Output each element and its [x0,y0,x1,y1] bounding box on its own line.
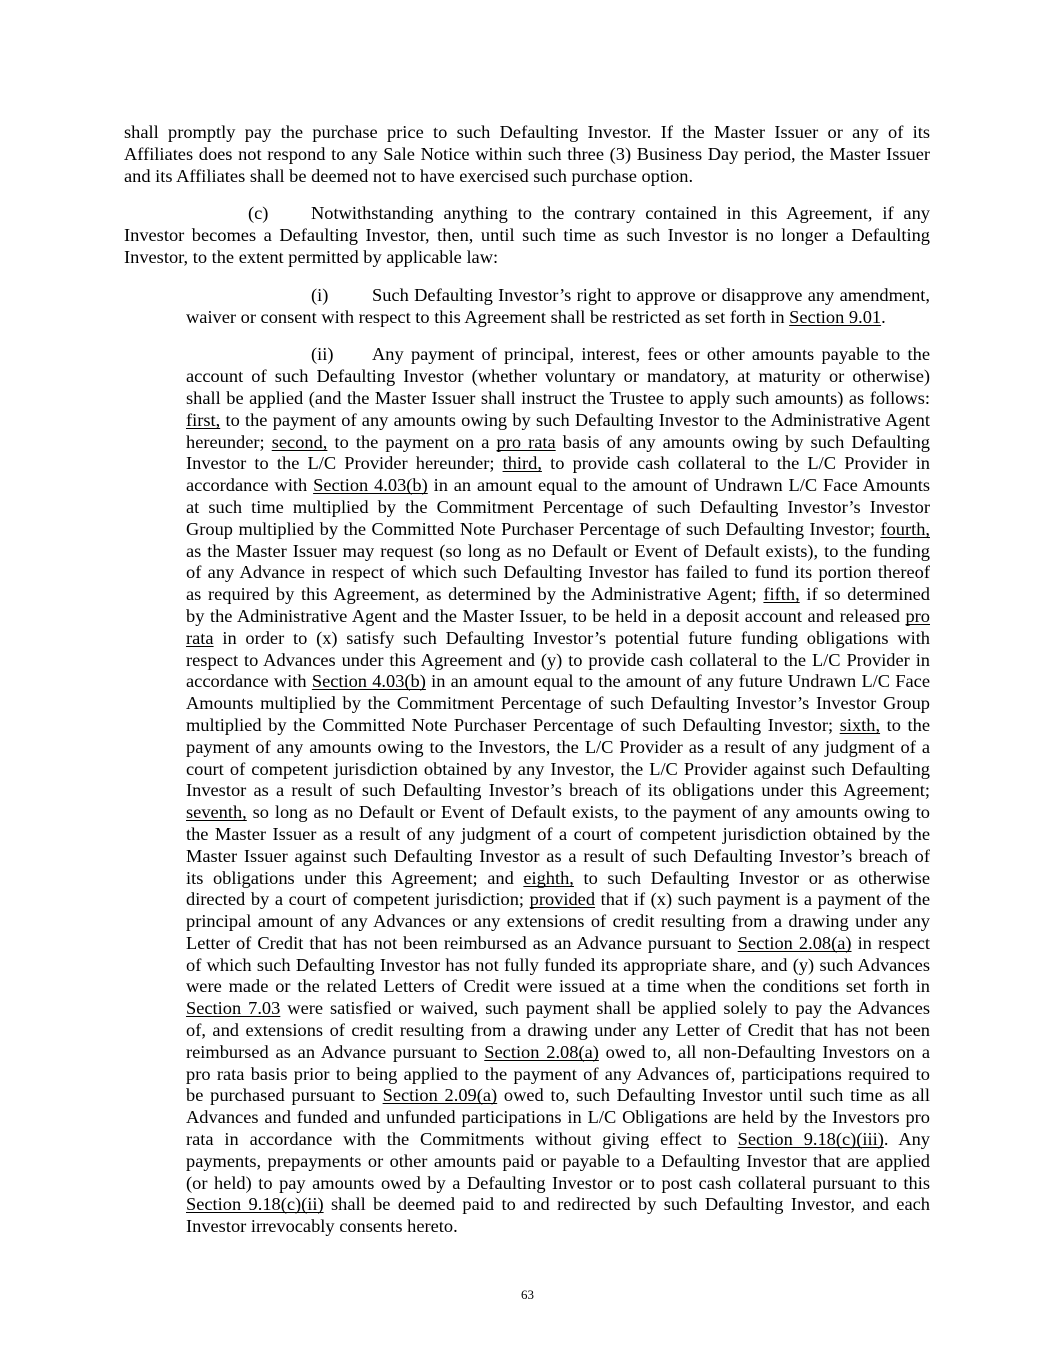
text-line [186,475,930,497]
paragraph-c-ii [186,344,930,1238]
text-run: court of competent jurisdiction obtained by any Investor, the L/C Provider against such Defaulting [186,758,930,779]
paragraph-c [124,203,930,268]
text-line [186,911,930,933]
text-line [186,606,930,628]
section-reference: Section 9.18(c)(iii) [737,1129,884,1150]
text-run: . Any [883,1129,930,1150]
text-line [186,1216,930,1238]
text-line [186,541,930,563]
text-line [186,976,930,998]
text-run: of, and extensions of credit resulting from a drawing under any Letter of Credit that has not been [186,1020,930,1041]
paragraph-label: (ii) [311,344,334,365]
section-reference: Section 4.03(b) [313,475,428,496]
text-line [186,1064,930,1086]
text-run: in an amount equal to the amount of Undrawn L/C Face Amounts [427,475,931,496]
text-line [186,497,930,519]
text-line [186,344,930,366]
underlined-term: second, [271,431,328,452]
text-line [186,519,930,541]
text-line [186,285,930,307]
text-line [124,203,930,225]
text-line [186,1151,930,1173]
text-line [124,225,930,247]
text-line [186,1173,930,1195]
paragraph-c-i [186,285,930,329]
underlined-term: pro [905,605,930,626]
text-line [186,650,930,672]
text-run: of any Advance in respect of which such Defaulting Investor has failed to fund its portion thereof [186,562,930,583]
text-run: accordance with [186,671,312,692]
text-run: reimbursed as an Advance pursuant to [186,1041,485,1062]
paragraph-continuation [124,122,930,187]
text-line [186,737,930,759]
text-run: Notwithstanding anything to the contrary contained in this Agreement, if any [311,203,930,224]
text-line [186,1129,930,1151]
text-run: Group multiplied by the Committed Note Purchaser Percentage of such Defaulting Investor; [186,518,881,539]
text-run: as the Master Issuer may request (so long as no Default or Event of Default exists), to the funding [186,540,930,561]
text-run: Any payment of principal, interest, fees or other amounts payable to the [372,344,930,365]
text-run: respect to Advances under this Agreement and (y) to provide cash collateral to the L/C Provider in [186,649,930,670]
text-line [186,802,930,824]
text-run: Master Issuer against such Defaulting Investor as a result of such Defaulting Investor’s breach of [186,845,930,866]
section-reference: Section 7.03 [186,998,281,1019]
text-run: Affiliates does not respond to any Sale Notice within such three (3) Business Day period, the Master Issuer [124,143,930,164]
text-line [186,628,930,650]
page-number: 63 [521,1287,534,1302]
text-line [186,453,930,475]
text-run: to the [880,714,931,735]
underlined-term: first, [186,409,221,430]
paragraph-label: (c) [248,203,269,224]
text-run: if so determined [799,584,930,605]
text-line [186,715,930,737]
underlined-term: eighth, [523,867,574,888]
text-run: Advances and funded and unfunded participations in L/C Obligations are held by the Investors pro [186,1107,930,1128]
document-body [0,122,1055,1254]
text-run: Investor becomes a Defaulting Investor, then, until such time as such Investor is no longer a Defaulting [124,225,930,246]
text-line [124,166,930,188]
text-run: owed to, all non-Defaulting Investors on a [598,1041,930,1062]
text-run: pro rata basis prior to being applied to the payment of any Advances of, participations required to [186,1063,930,1084]
text-run: multiplied by the Committed Note Purchaser Percentage of such Defaulting Investor; [186,714,840,735]
text-run: in an amount equal to the amount of any future Undrawn L/C Face [425,671,931,692]
text-line [186,998,930,1020]
underlined-term: sixth, [839,714,881,735]
text-run: as required by this Agreement, as determined by the Administrative Agent; [186,584,764,605]
section-reference: Section 4.03(b) [311,671,426,692]
underlined-term: rata [186,627,214,648]
text-run: to provide cash collateral to the L/C Provider in [541,453,930,474]
underlined-term: pro rata [496,431,556,452]
text-line [186,868,930,890]
text-line [186,780,930,802]
text-run: at such time multiplied by the Commitment Percentage of such Defaulting Investor’s Investor [186,496,930,517]
section-reference: Section 2.09(a) [382,1085,498,1106]
text-run: be purchased pursuant to [186,1085,383,1106]
text-run: and its Affiliates shall be deemed not to have exercised such purchase option. [124,165,694,186]
text-run: payments, prepayments or other amounts paid or payable to a Defaulting Investor that are applied [186,1150,930,1171]
text-line [186,759,930,781]
section-reference: Section 2.08(a) [484,1041,599,1062]
text-line [186,1107,930,1129]
text-run: by the Administrative Agent and the Master Issuer, to be held in a deposit account and released [186,605,906,626]
text-run: of which such Defaulting Investor has not fully funded its appropriate share, and (y) such Advances [186,954,930,975]
text-run: Investor, to the extent permitted by applicable law: [124,246,499,267]
text-line [186,584,930,606]
text-run: to the payment on a [327,431,497,452]
section-reference: Section 9.01 [789,306,882,327]
text-line [186,671,930,693]
text-line [186,562,930,584]
section-reference: Section 9.18(c)(ii) [186,1194,324,1215]
text-run: Investor to the L/C Provider hereunder; [186,453,503,474]
text-run: were satisfied or waived, such payment shall be applied solely to pay the Advances [280,998,930,1019]
underlined-term: fourth, [880,518,930,539]
text-run: account of such Defaulting Investor (whether voluntary or mandatory, at maturity or otherwise) [186,366,930,387]
text-line [186,955,930,977]
text-run: in respect [851,932,931,953]
text-run: shall promptly pay the purchase price to such Defaulting Investor. If the Master Issuer or any of its [124,122,930,142]
text-line [186,410,930,432]
text-run: accordance with [186,475,314,496]
text-run: rata in accordance with the Commitments without giving effect to [186,1129,738,1150]
text-run: payment of any amounts owing to the Investors, the L/C Provider as a result of any judgment of a [186,736,930,757]
text-line [124,122,930,144]
text-line [186,388,930,410]
text-run: directed by a court of competent jurisdiction; [186,889,530,910]
text-run: . [881,306,886,327]
text-line [124,247,930,269]
text-run: were made or the related Letters of Credit were issued at a time when the conditions set forth in [186,976,930,997]
text-run: that if (x) such payment is a payment of the [595,889,930,910]
text-line [186,824,930,846]
text-line [124,144,930,166]
text-line [186,1194,930,1216]
text-run: shall be deemed paid to and redirected by such Defaulting Investor, and each [323,1194,930,1215]
text-run: Investor as a result of such Defaulting Investor’s breach of its obligations under this Agreement; [186,780,930,801]
text-line [186,889,930,911]
text-run: (or held) to pay amounts owed by a Defaulting Investor or to post cash collateral pursuant to this [186,1172,930,1193]
text-run: in order to (x) satisfy such Defaulting Investor’s potential future funding obligations with [213,627,930,648]
text-line [186,933,930,955]
paragraph-label: (i) [311,284,329,305]
section-reference: Section 2.08(a) [737,932,852,953]
text-line [186,1020,930,1042]
text-run: principal amount of any Advances or any extensions of credit resulting from a drawing under any [186,911,930,932]
text-run: so long as no Default or Event of Default exists, to the payment of any amounts owing to [246,802,930,823]
text-run: Investor irrevocably consents hereto. [186,1216,458,1237]
text-run: waiver or consent with respect to this Agreement shall be restricted as set forth in [186,306,790,327]
text-run: Amounts multiplied by the Commitment Percentage of such Defaulting Investor’s Investor Group [186,693,930,714]
text-run: basis of any amounts owing by such Defaulting [555,431,930,452]
underlined-term: seventh, [186,802,247,823]
text-run: owed to, such Defaulting Investor until such time as all [497,1085,930,1106]
text-line [186,693,930,715]
text-line [186,846,930,868]
text-run: the Master Issuer as a result of any judgment of a court of competent jurisdiction obtained by the [186,823,930,844]
text-run: to the payment of any amounts owing by such Defaulting Investor to the Administrative Agent [220,409,930,430]
underlined-term: fifth, [763,584,800,605]
text-run: Letter of Credit that has not been reimbursed as an Advance pursuant to [186,932,738,953]
text-line [186,307,930,329]
text-line [186,432,930,454]
text-run: hereunder; [186,431,272,452]
text-line [186,1085,930,1107]
text-line [186,1042,930,1064]
text-run: its obligations under this Agreement; and [186,867,524,888]
text-run: to such Defaulting Investor or as otherwise [573,867,930,888]
underlined-term: third, [502,453,542,474]
text-line [186,366,930,388]
underlined-term: provided [529,889,596,910]
text-run: shall be applied (and the Master Issuer shall instruct the Trustee to apply such amounts) as follows: [186,387,930,408]
text-run: Such Defaulting Investor’s right to approve or disapprove any amendment, [372,284,930,305]
